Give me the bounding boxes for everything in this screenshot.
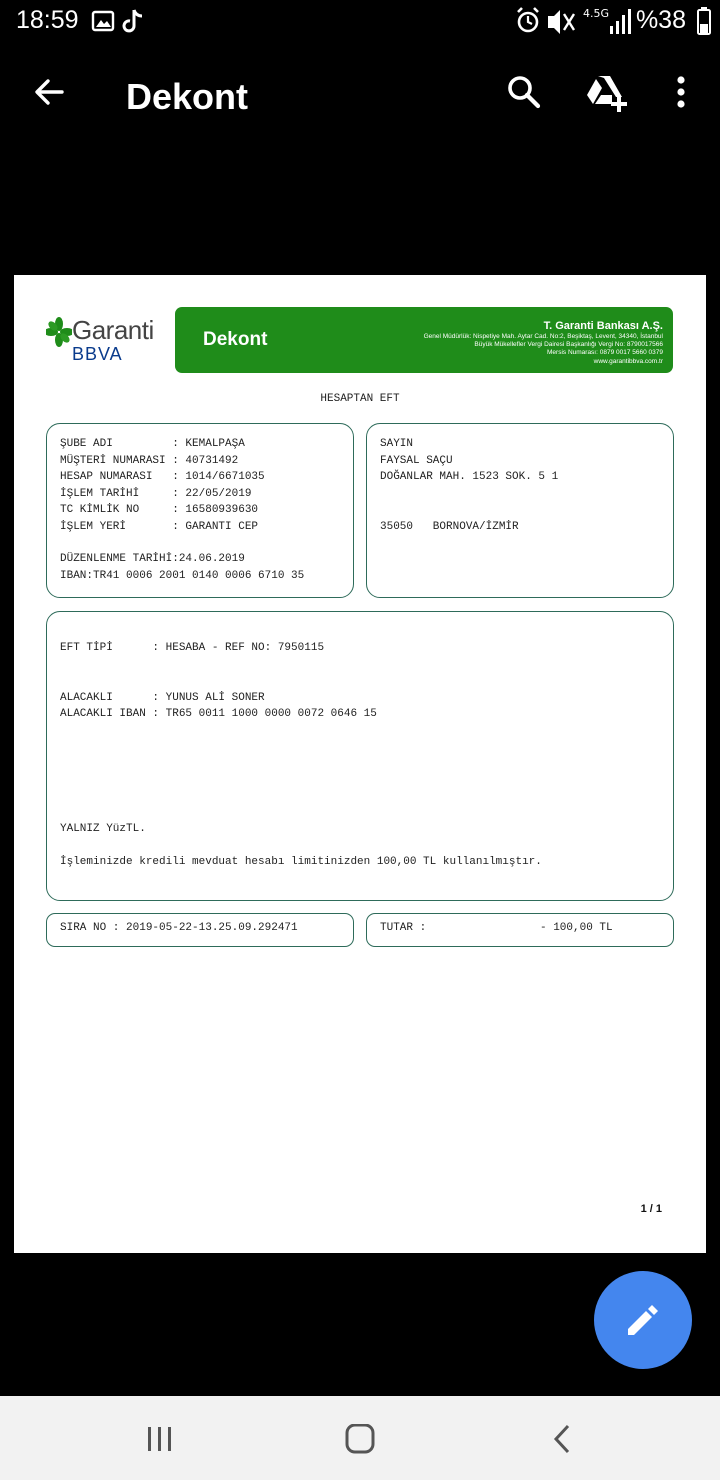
recent-apps-icon[interactable] — [140, 1424, 180, 1454]
garanti-logo — [46, 315, 156, 365]
edit-button[interactable] — [594, 1271, 692, 1369]
status-time: 18:59 — [16, 6, 79, 34]
document-title: HESAPTAN EFT — [320, 393, 400, 405]
sequence-number: SIRA NO : 2019-05-22-13.25.09.292471 — [60, 922, 298, 934]
account-line: MÜŞTERİ NUMARASI : 40731492 — [60, 455, 239, 467]
edit-pencil-icon — [624, 1301, 662, 1339]
total-label: TUTAR : — [380, 922, 427, 934]
app-bar — [0, 44, 720, 154]
network-type: 4.5G — [583, 7, 610, 20]
page-title: Dekont — [126, 76, 249, 117]
account-line: İŞLEM TARİHİ : 22/05/2019 — [60, 488, 252, 500]
creditor-iban: ALACAKLI IBAN : TR65 0011 1000 0000 0072 0646 15 — [60, 708, 377, 720]
overdraft-note: İşleminizde kredili mevduat hesabı limitinizden 100,00 TL kullanılmıştır. — [60, 856, 542, 868]
account-line: HESAP NUMARASI : 1014/6671035 — [60, 471, 265, 483]
recipient-line: FAYSAL SAÇU — [380, 455, 453, 467]
bank-address: Genel Müdürlük: Nispetiye Mah. Aytar Cad. No:2, Beşiktaş, Levent, 34340, İstanbul — [423, 333, 663, 340]
account-line: IBAN:TR41 0006 2001 0140 0006 6710 35 — [60, 570, 305, 582]
notification-icons — [90, 8, 160, 36]
eft-type: EFT TİPİ : HESABA - REF NO: 7950115 — [60, 642, 325, 654]
creditor-name: ALACAKLI : YUNUS ALİ SONER — [60, 692, 265, 704]
bank-mersis: Mersis Numarası: 0879 0017 5660 0379 — [547, 349, 663, 357]
account-line: ŞUBE ADI : KEMALPAŞA — [60, 438, 245, 450]
bank-info — [424, 319, 663, 366]
account-line: DÜZENLENME TARİHİ:24.06.2019 — [60, 553, 245, 565]
account-line: İŞLEM YERİ : GARANTI CEP — [60, 521, 259, 533]
system-status-icons — [510, 4, 720, 38]
bank-name: T. Garanti Bankası A.Ş. — [543, 320, 663, 332]
recipient-line: 35050 BORNOVA/İZMİR — [380, 521, 519, 533]
battery-percent: %38 — [635, 6, 686, 34]
recipient-line: SAYIN — [380, 438, 414, 450]
amount-in-words: YALNIZ YüzTL. — [60, 823, 146, 835]
page-number: 1 / 1 — [640, 1203, 662, 1215]
banner-title: Dekont — [203, 329, 268, 350]
bank-tax: Büyük Mükellefler Vergi Dairesi Başkanlığı Vergi No: 8790017566 — [474, 341, 663, 349]
logo-word: Garanti — [72, 315, 154, 345]
status-bar — [0, 0, 720, 44]
account-line: TC KİMLİK NO : 16580939630 — [60, 504, 259, 516]
more-vert-icon[interactable] — [668, 72, 694, 112]
recipient-line: DOĞANLAR MAH. 1523 SOK. 5 1 — [380, 471, 559, 483]
system-nav-bar — [0, 1396, 720, 1480]
back-icon[interactable] — [542, 1424, 582, 1454]
logo-sub: BBVA — [72, 344, 123, 364]
total-amount: - 100,00 TL — [540, 922, 613, 934]
header-banner — [175, 307, 673, 373]
bank-website: www.garantibbva.com.tr — [593, 357, 663, 365]
receipt-document[interactable] — [14, 275, 706, 1253]
clover-logo-icon — [46, 317, 72, 347]
home-icon[interactable] — [340, 1424, 380, 1454]
search-icon[interactable] — [504, 72, 544, 112]
drive-add-icon[interactable] — [584, 70, 628, 114]
back-arrow-icon[interactable] — [30, 72, 70, 112]
